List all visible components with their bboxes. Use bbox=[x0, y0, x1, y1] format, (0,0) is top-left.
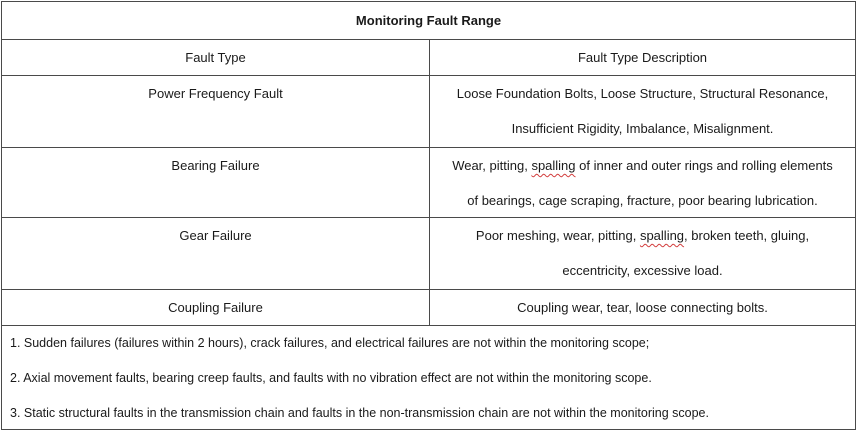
description-text: Wear, pitting, bbox=[452, 158, 532, 173]
description-line bbox=[436, 218, 849, 253]
fault-description-cell bbox=[430, 66, 855, 147]
spellcheck-flagged-word[interactable]: spalling bbox=[639, 228, 685, 243]
table-row bbox=[2, 218, 855, 290]
notes-section bbox=[2, 326, 855, 429]
header-fault-description: Fault Type Description bbox=[577, 50, 708, 65]
note-item: 1. Sudden failures (failures within 2 hours), crack failures, and electrical failures are not within the monitoring scope; bbox=[10, 336, 650, 350]
table-title: Monitoring Fault Range bbox=[2, 2, 855, 40]
header-fault-type: Fault Type bbox=[2, 40, 430, 75]
fault-type-cell: Coupling Failure bbox=[2, 290, 430, 325]
table-row bbox=[2, 290, 855, 326]
description-text: of inner and outer rings and rolling elements bbox=[575, 158, 833, 173]
description-text: Poor meshing, wear, pitting, bbox=[475, 228, 640, 243]
spellcheck-flagged-word[interactable]: spalling bbox=[531, 158, 576, 173]
note-item: 2. Axial movement faults, bearing creep faults, and faults with no vibration effect are not within the monitoring scope. bbox=[10, 371, 652, 385]
description-line: eccentricity, excessive load. bbox=[562, 263, 723, 278]
description-line: of bearings, cage scraping, fracture, poor bearing lubrication. bbox=[467, 193, 818, 208]
description-line: Insufficient Rigidity, Imbalance, Misalignment. bbox=[511, 121, 774, 136]
description-line: Loose Foundation Bolts, Loose Structure, Structural Resonance, bbox=[456, 86, 829, 101]
fault-description-cell bbox=[430, 208, 855, 289]
fault-type-cell: Gear Failure bbox=[2, 218, 430, 289]
description-text: , broken teeth, gluing, bbox=[684, 228, 810, 243]
note-item: 3. Static structural faults in the transmission chain and faults in the non-transmission chain are not within the monitoring scope. bbox=[10, 406, 709, 420]
fault-range-table bbox=[1, 1, 856, 430]
fault-type-cell: Power Frequency Fault bbox=[2, 76, 430, 147]
fault-description-cell: Coupling wear, tear, loose connecting bolts. bbox=[517, 300, 768, 315]
fault-description-cell bbox=[430, 138, 855, 217]
fault-type-cell: Bearing Failure bbox=[2, 148, 430, 217]
description-line bbox=[436, 148, 849, 183]
